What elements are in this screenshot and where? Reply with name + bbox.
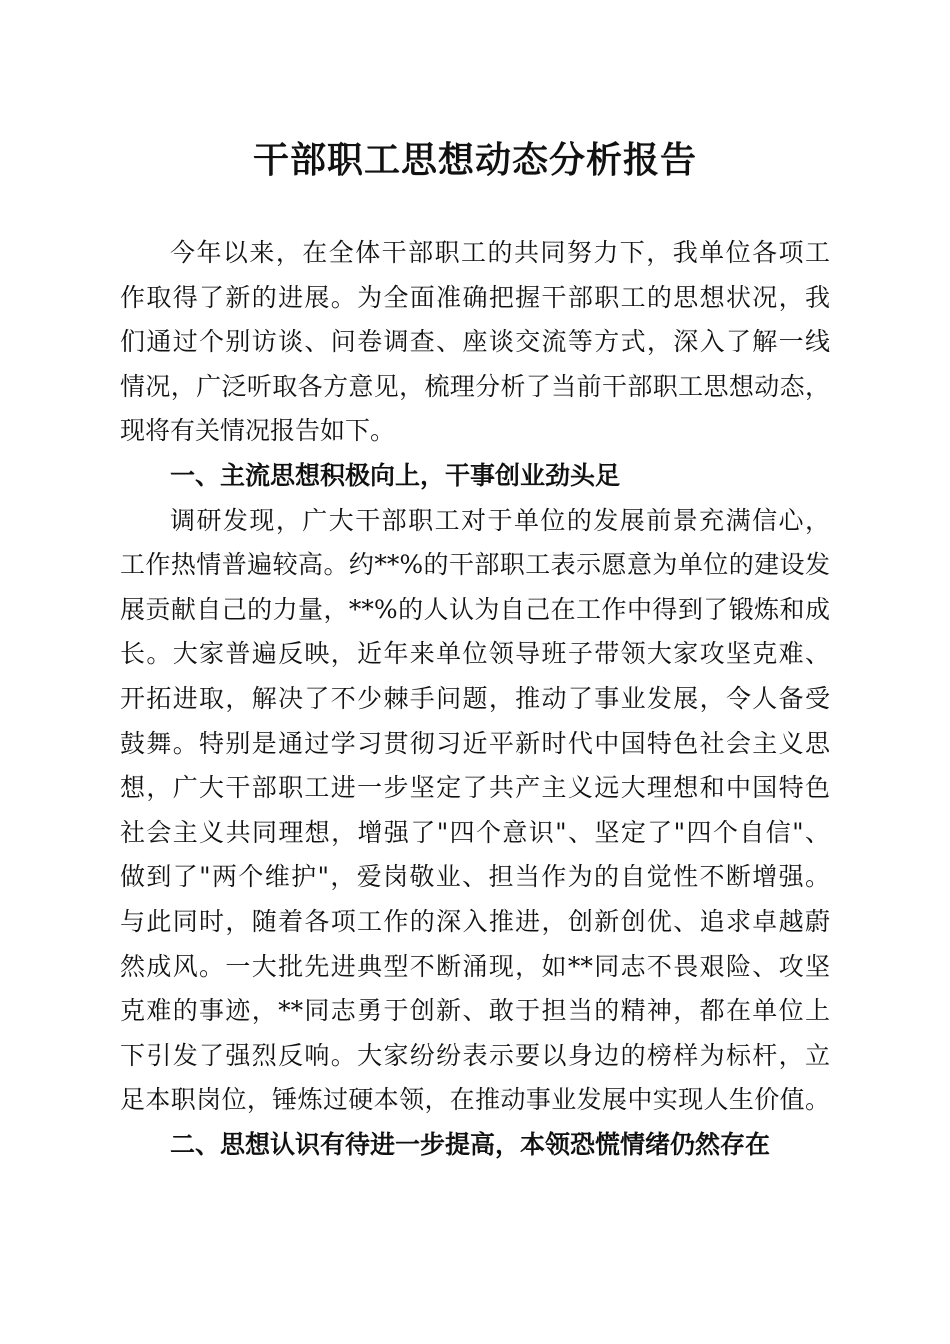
- section-1-line: 工作热情普遍较高。约**%的干部职工表示愿意为单位的建设发: [120, 550, 830, 579]
- section-1-line: 想，广大干部职工进一步坚定了共产主义远大理想和中国特色: [120, 773, 830, 802]
- intro-line: 现将有关情况报告如下。: [120, 416, 396, 445]
- section-1-line: 调研发现，广大干部职工对于单位的发展前景充满信心，: [170, 506, 830, 535]
- section-1-line: 与此同时，随着各项工作的深入推进，创新创优、追求卓越蔚: [120, 907, 830, 936]
- section-1-line: 做到了"两个维护"，爱岗敬业、担当作为的自觉性不断增强。: [120, 862, 830, 891]
- section-1-line: 克难的事迹，**同志勇于创新、敢于担当的精神，都在单位上: [120, 996, 830, 1025]
- intro-line: 们通过个别访谈、问卷调查、座谈交流等方式，深入了解一线: [120, 327, 830, 356]
- section-1-heading: 一、主流思想积极向上，干事创业劲头足: [170, 461, 621, 490]
- section-1-line: 鼓舞。特别是通过学习贯彻习近平新时代中国特色社会主义思: [120, 729, 830, 758]
- section-1-line: 开拓进取，解决了不少棘手问题，推动了事业发展，令人备受: [120, 684, 830, 713]
- intro-line: 作取得了新的进展。为全面准确把握干部职工的思想状况，我: [120, 283, 830, 312]
- section-2-heading: 二、思想认识有待进一步提高，本领恐慌情绪仍然存在: [170, 1130, 771, 1159]
- section-1-line: 然成风。一大批先进典型不断涌现，如**同志不畏艰险、攻坚: [120, 952, 830, 981]
- document-title: 干部职工思想动态分析报告: [252, 139, 697, 181]
- section-1-line: 展贡献自己的力量，**%的人认为自己在工作中得到了锻炼和成: [120, 595, 830, 624]
- intro-line: 今年以来，在全体干部职工的共同努力下，我单位各项工: [170, 238, 830, 267]
- section-1-line: 下引发了强烈反响。大家纷纷表示要以身边的榜样为标杆，立: [120, 1041, 830, 1070]
- section-1-line: 长。大家普遍反映，近年来单位领导班子带领大家攻坚克难、: [120, 639, 830, 668]
- section-1-line: 足本职岗位，锤炼过硬本领，在推动事业发展中实现人生价值。: [120, 1085, 830, 1114]
- section-1-line: 社会主义共同理想，增强了"四个意识"、坚定了"四个自信"、: [120, 818, 830, 847]
- intro-line: 情况，广泛听取各方意见，梳理分析了当前干部职工思想动态，: [120, 372, 830, 401]
